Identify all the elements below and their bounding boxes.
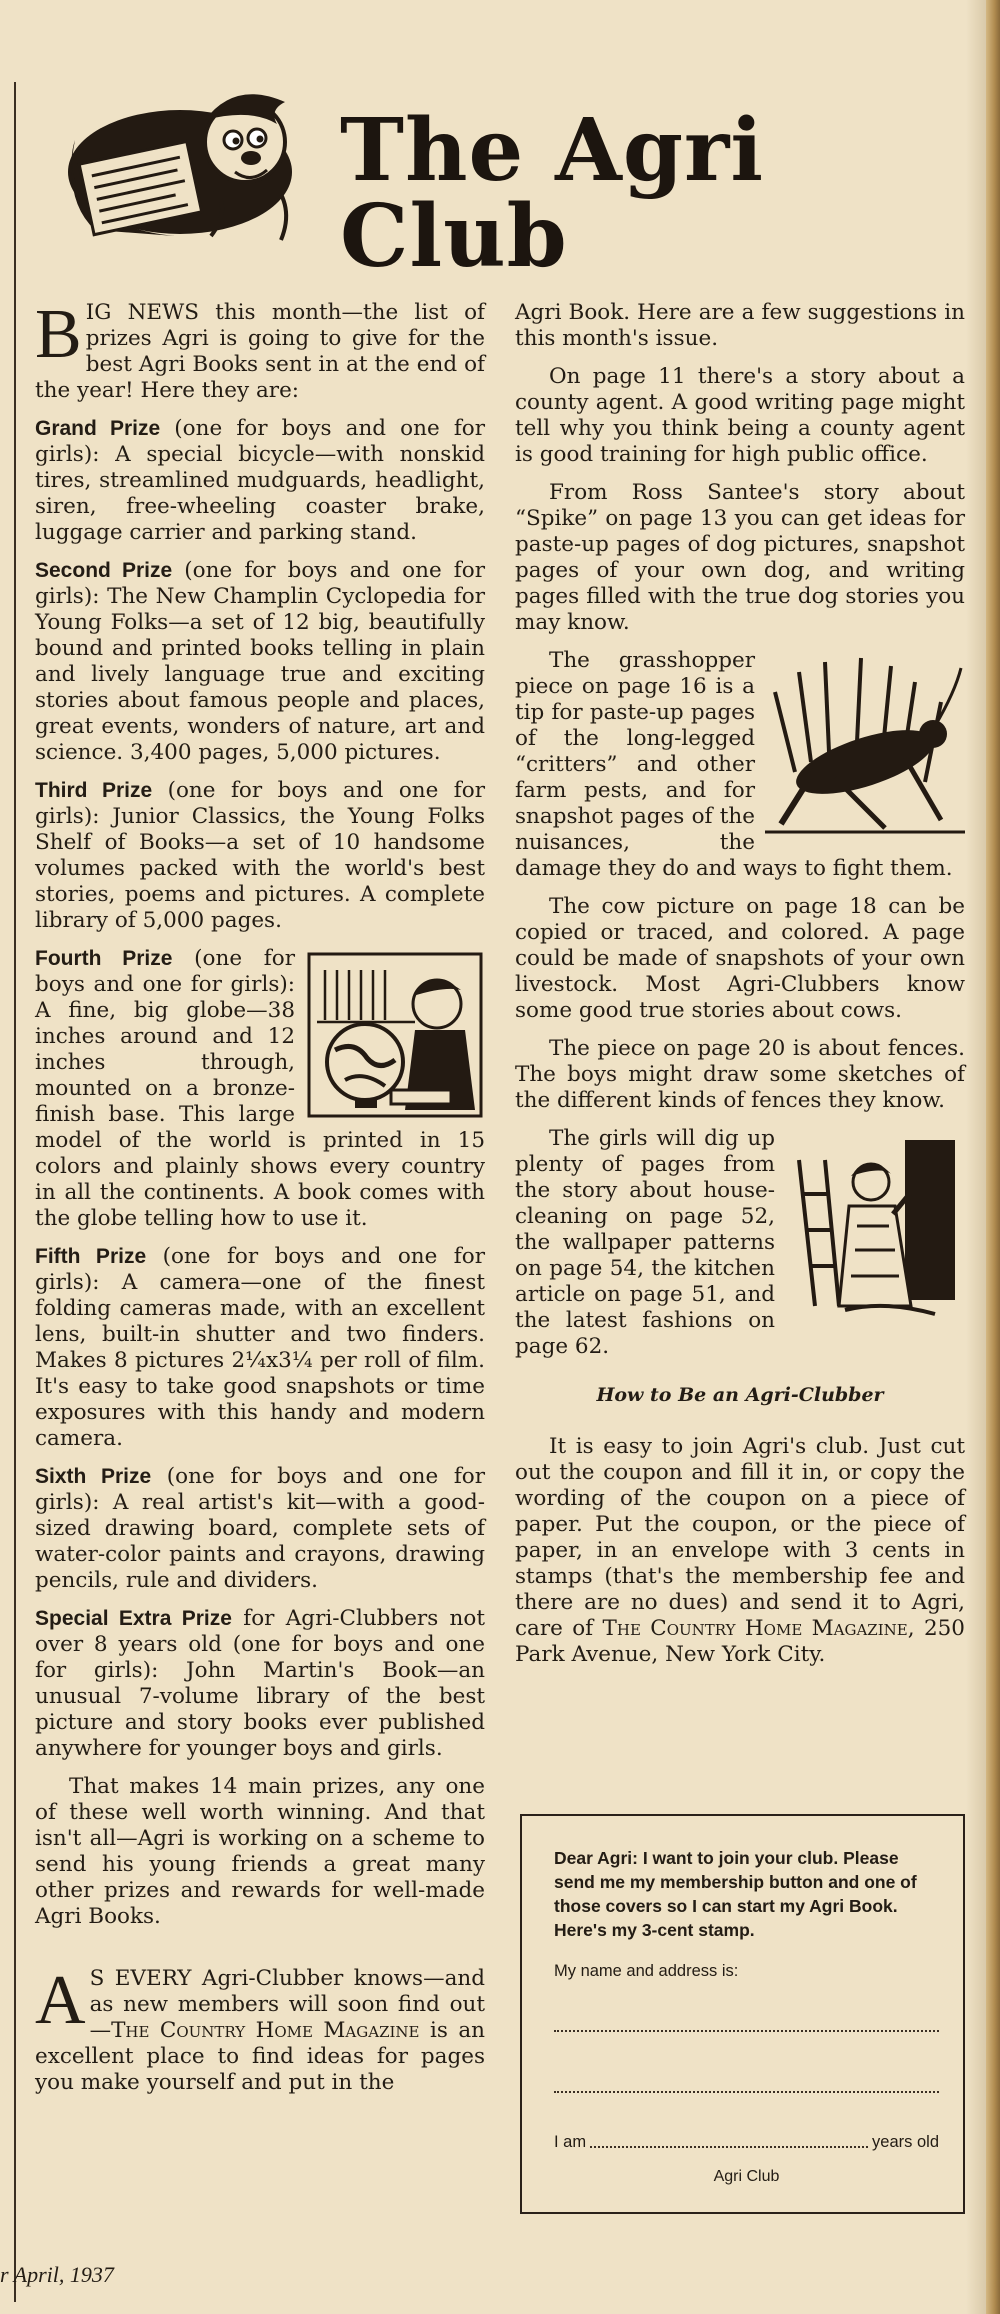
- left-column-rule: [14, 82, 16, 2302]
- cow-paragraph: The cow picture on page 18 can be copied or traced, and colored. A page could be made of snapshots of your own livestock. Most Agri-Clubbers know some good true stories about cows.: [515, 894, 965, 1023]
- prize-text: (one for boys and one for girls): Junior Classics, the Young Folks Shelf of Books—a set of 10 handsome volumes packed with the world's best stories, poems and pictures. A complete library of 5,000 pages.: [35, 778, 485, 933]
- page-edge-shadow: [966, 0, 986, 2314]
- issue-date: r April, 1937: [0, 2262, 114, 2287]
- column-left: [35, 296, 486, 2108]
- prize-text: (one for boys and one for girls): A fine, big globe—38 inches around and 12 inches through, mounted on a bronze-finish base. This large model of the world is printed in 15 colors and plainly shows every country in all the continents. A book comes with the globe telling how to use it.: [35, 946, 485, 1231]
- prize-label: Second Prize: [35, 559, 173, 582]
- spike-paragraph: From Ross Santee's story about “Spike” on page 13 you can get ideas for paste-up pages of dog pictures, snapshot pages of your own dog, and writing pages filled with the true dog stories you may know.: [515, 480, 965, 635]
- prize-fifth: [35, 1244, 485, 1452]
- age-prefix: I am: [554, 2133, 587, 2151]
- prize-label: Fifth Prize: [35, 1245, 147, 1268]
- how-to-join-paragraph: [515, 1434, 965, 1668]
- second-text: Agri-Clubber knows—and as new members will soon find out—: [89, 1966, 485, 2043]
- magazine-name: The Country Home Magazine: [111, 2018, 420, 2043]
- membership-coupon[interactable]: [520, 1814, 965, 2214]
- coupon-text: Dear Agri: I want to join your club. Please send me my membership button and one of those covers so I can start my Agri Book. Here's my 3-cent stamp.: [554, 1848, 917, 1940]
- column-right: [515, 300, 965, 1680]
- age-row: [554, 2133, 939, 2152]
- grasshopper-text: The grasshopper piece on page 16 is a tip for paste-up pages of the long-legged “critters” and other farm pests, and for snapshot pages of the nuisances, the damage they do and ways to fight them.: [515, 648, 953, 881]
- prize-text: (one for boys and one for girls): A special bicycle—with nonskid tires, streamlined mudguards, headlight, siren, free-wheeling coaster brake, luggage carrier and parking stand.: [35, 416, 485, 545]
- boy-with-globe-illustration: [305, 950, 485, 1120]
- section-subhead: How to Be an Agri-Clubber: [596, 1384, 884, 1406]
- prize-fourth: [35, 946, 485, 1232]
- continuation-paragraph: Agri Book. Here are a few suggestions in this month's issue.: [515, 300, 965, 351]
- intro-paragraph: [35, 296, 486, 404]
- prize-label: Grand Prize: [35, 417, 161, 440]
- how-to-join-text: It is easy to join Agri's club. Just cut out the coupon and fill it in, or copy the wording of the coupon on a piece of paper. Put the coupon, or the piece of paper, in an envelope with 3 cents in stamps (that's the membership fee and there are no dues) and send it to Agri, care of: [515, 1434, 965, 1641]
- prize-third: [35, 778, 485, 934]
- housecleaning-text: The girls will dig up plenty of pages from the story about house-cleaning on page 52, the wallpaper patterns on page 54, the kitchen article on page 51, and the latest fashions on page 62.: [515, 1126, 775, 1359]
- prize-label: Fourth Prize: [35, 947, 173, 970]
- prize-text: (one for boys and one for girls): The New Champlin Cyclopedia for Young Folks—a set of 12 big, beautifully bound and printed books telling in plain and lively language true and exciting stories about famous people and places, great events, wonders of nature, art and science. 3,400 pages, 5,000 pictures.: [35, 558, 485, 765]
- second-intro-paragraph: [35, 1962, 485, 2096]
- coupon-inner: [554, 1846, 939, 2186]
- masthead: [55, 80, 955, 287]
- page-title: The Agri Club: [340, 100, 765, 287]
- drop-cap-b: B: [35, 296, 82, 373]
- prize-label: Third Prize: [35, 779, 153, 802]
- agri-mascot-reading-icon: [55, 80, 310, 250]
- prize-label: Sixth Prize: [35, 1465, 152, 1488]
- drop-cap-a: A: [35, 1962, 86, 2039]
- age-suffix: years old: [872, 2133, 939, 2151]
- girl-cleaning-illustration: [785, 1130, 965, 1320]
- prize-special: [35, 1606, 485, 1762]
- prize-label: Special Extra Prize: [35, 1607, 232, 1630]
- second-text-end: is an excellent place to find ideas for pages you make yourself and put in the: [35, 2018, 485, 2095]
- page-edge: [986, 0, 1000, 2314]
- second-lead: S EVERY: [89, 1966, 192, 1991]
- grasshopper-paragraph: [515, 648, 965, 882]
- grasshopper-illustration: [765, 652, 965, 837]
- prize-text: for Agri-Clubbers not over 8 years old (one for boys and one for girls): John Martin's Book—an unusual 7-volume library of the best picture and story books ever published anywhere for younger boys and girls.: [35, 1606, 485, 1761]
- coupon-footer: Agri Club: [713, 2168, 780, 2185]
- how-to-join-text-end: , 250 Park Avenue, New York City.: [515, 1616, 965, 1667]
- address-line-1[interactable]: [554, 2029, 939, 2032]
- prize-sixth: [35, 1464, 485, 1594]
- fences-paragraph: The piece on page 20 is about fences. The boys might draw some sketches of the different kinds of fences they know.: [515, 1036, 965, 1113]
- prize-text: (one for boys and one for girls): A camera—one of the finest folding cameras made, with an excellent lens, built-in shutter and two finders. Makes 8 pictures 2¼x3¼ per roll of film. It's easy to take good snapshots or time exposures with this handy and modern camera.: [35, 1244, 485, 1451]
- magazine-name-2: The Country Home Magazine: [602, 1616, 908, 1641]
- address-line-2[interactable]: [554, 2090, 939, 2093]
- prize-text: (one for boys and one for girls): A real artist's kit—with a good-sized drawing board, complete sets of water-color paints and crayons, drawing pencils, rule and dividers.: [35, 1464, 485, 1593]
- intro-text: this month—the list of prizes Agri is going to give for the best Agri Books sent in at the end of the year! Here they are:: [35, 300, 486, 403]
- address-label: My name and address is:: [554, 1962, 739, 1980]
- closing-paragraph: That makes 14 main prizes, any one of these well worth winning. And that isn't all—Agri is working on a scheme to send his young friends a great many other prizes and rewards for well-made Agri Books.: [35, 1774, 485, 1929]
- age-line[interactable]: [590, 2146, 868, 2148]
- intro-lead: IG NEWS: [85, 300, 199, 325]
- prize-grand: [35, 416, 485, 546]
- prize-second: [35, 558, 485, 766]
- housecleaning-paragraph: [515, 1126, 965, 1360]
- county-agent-paragraph: On page 11 there's a story about a county agent. A good writing page might tell why you think being a county agent is good training for high public office.: [515, 364, 965, 467]
